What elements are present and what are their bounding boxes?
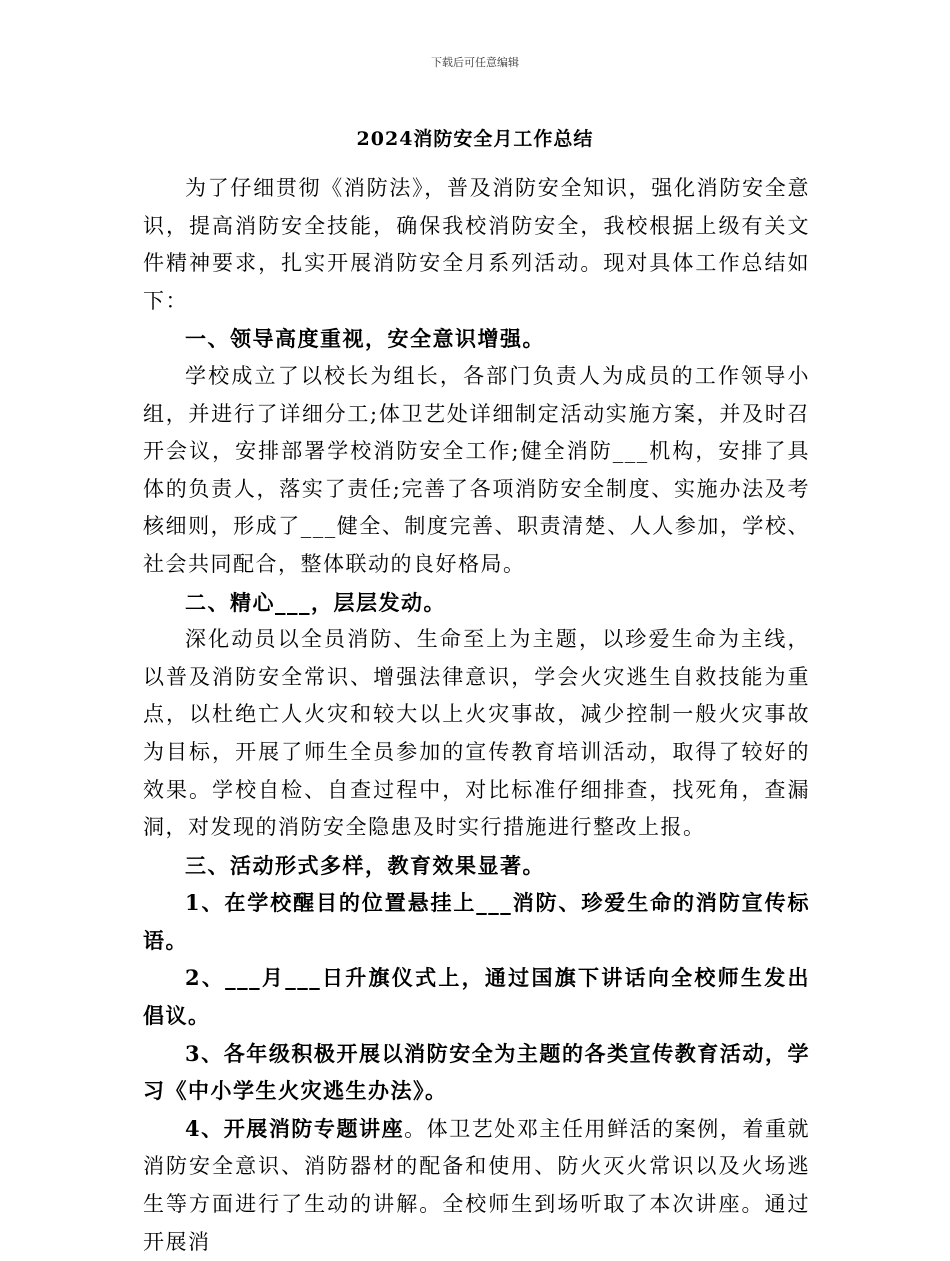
document-body: [143, 170, 810, 1261]
list-item-3: 3、各年级积极开展以消防安全为主题的各类宣传教育活动，学习《中小学生火灾逃生办法》。: [143, 1040, 810, 1104]
section-heading-3: 三、活动形式多样，教育效果显著。: [185, 852, 545, 878]
header-note: 下载后可任意编辑: [431, 56, 519, 69]
intro-paragraph: 为了仔细贯彻《消防法》，普及消防安全知识，强化消防安全意识，提高消防安全技能，确保我校消防安全，我校根据上级有关文件精神要求，扎实开展消防安全月系列活动。现对具体工作总结如下：: [143, 176, 810, 313]
list-item-4: [143, 1110, 810, 1261]
section-1-paragraph: 学校成立了以校长为组长，各部门负责人为成员的工作领导小组，并进行了详细分工;体卫艺处详细制定活动实施方案，并及时召开会议，安排部署学校消防安全工作;健全消防___机构，安排了具体的负责人，落实了责任;完善了各项消防安全制度、实施办法及考核细则，形成了___健全、制度完善、职责清楚、人人参加，学校、社会共同配合，整体联动的良好格局。: [143, 363, 810, 576]
section-2-paragraph: 深化动员以全员消防、生命至上为主题，以珍爱生命为主线，以普及消防安全常识、增强法律意识，学会火灾逃生自救技能为重点，以杜绝亡人火灾和较大以上火灾事故，减少控制一般火灾事故为目标，开展了师生全员参加的宣传教育培训活动，取得了较好的效果。学校自检、自查过程中，对比标准仔细排查，找死角，查漏洞，对发现的消防安全隐患及时实行措施进行整改上报。: [143, 627, 810, 840]
list-item-4-lead: 4、开展消防专题讲座: [185, 1115, 405, 1141]
list-item-1: 1、在学校醒目的位置悬挂上___消防、珍爱生命的消防宣传标语。: [143, 890, 810, 953]
document-title: 2024消防安全月工作总结: [356, 128, 594, 150]
section-heading-2: 二、精心___，层层发动。: [185, 589, 446, 615]
section-heading-1: 一、领导高度重视，安全意识增强。: [185, 326, 545, 352]
list-item-2: 2、___月___日升旗仪式上，通过国旗下讲话向全校师生发出倡议。: [143, 965, 810, 1029]
list-item-4-body: 。体卫艺处邓主任用鲜活的案例，着重就消防安全意识、消防器材的配备和使用、防火灭火常识以及火场逃生等方面进行了生动的讲解。全校师生到场听取了本次讲座。通过开展消: [143, 1116, 810, 1254]
